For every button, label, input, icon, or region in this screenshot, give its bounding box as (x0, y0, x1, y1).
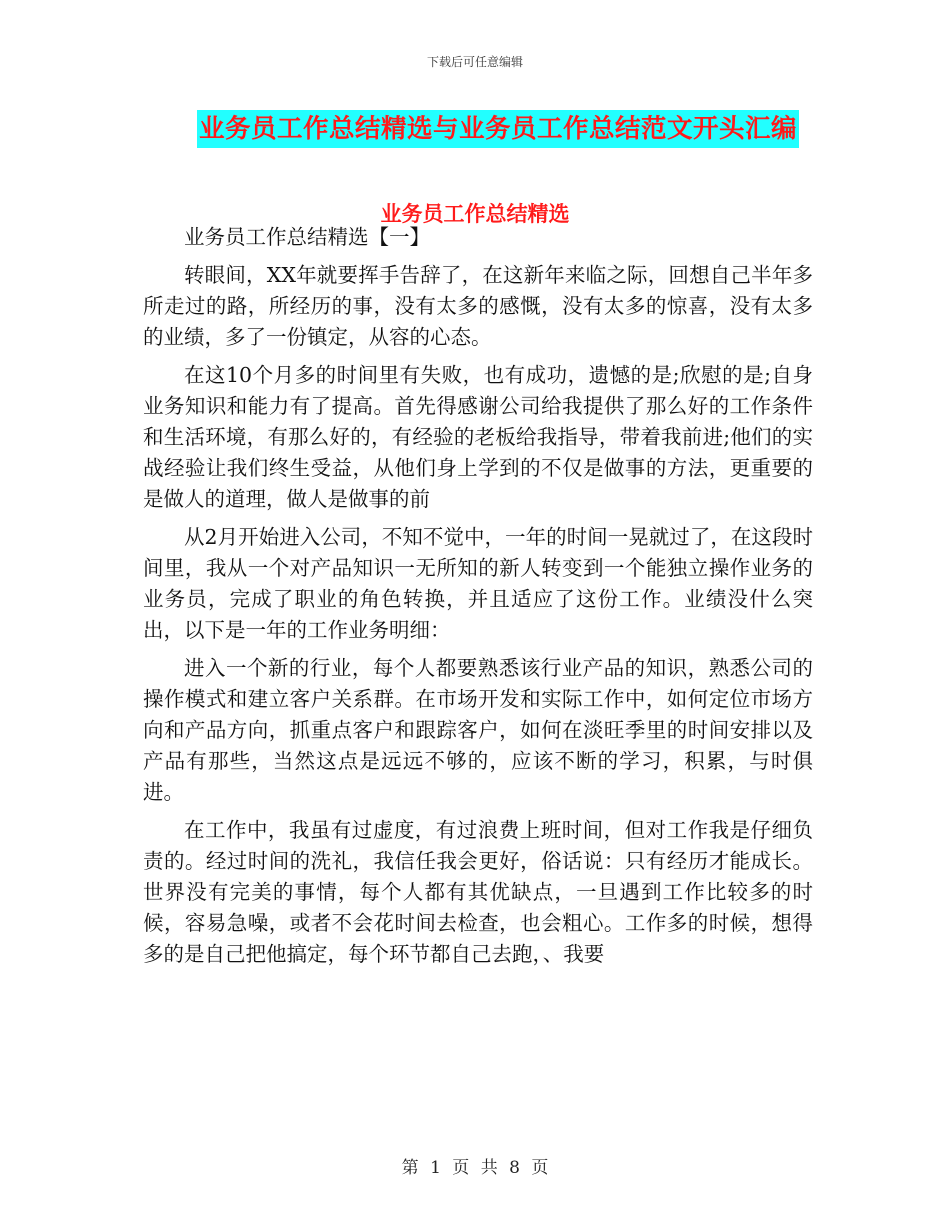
subsection-heading: 业务员工作总结精选【一】 (184, 225, 430, 249)
document-title: 业务员工作总结精选与业务员工作总结范文开头汇编 (197, 110, 799, 148)
body-paragraph: 进入一个新的行业，每个人都要熟悉该行业产品的知识，熟悉公司的操作模式和建立客户关系群。在市场开发和实际工作中，如何定位市场方向和产品方向，抓重点客户和跟踪客户，如何在淡旺季里的时间安排以及产品有那些，当然这点是远远不够的，应该不断的学习，积累，与时俱进。 (143, 656, 813, 804)
body-paragraph: 从2月开始进入公司，不知不觉中，一年的时间一晃就过了，在这段时间里，我从一个对产品知识一无所知的新人转变到一个能独立操作业务的业务员，完成了职业的角色转换，并且适应了这份工作。业绩没什么突出，以下是一年的工作业务明细： (143, 525, 813, 642)
body-paragraph: 转眼间，XX年就要挥手告辞了，在这新年来临之际，回想自己半年多所走过的路，所经历的事，没有太多的感慨，没有太多的惊喜，没有太多的业绩，多了一份镇定，从容的心态。 (143, 263, 813, 349)
document-body (143, 222, 813, 970)
header-note: 下载后可任意编辑 (426, 55, 523, 69)
body-paragraph: 在这10个月多的时间里有失败，也有成功，遗憾的是;欣慰的是;自身业务知识和能力有了提高。首先得感谢公司给我提供了那么好的工作条件和生活环境，有那么好的，有经验的老板给我指导，带着我前进;他们的实战经验让我们终生受益，从他们身上学到的不仅是做事的方法，更重要的是做人的道理，做人是做事的前 (143, 363, 813, 511)
section-title: 业务员工作总结精选 (380, 202, 570, 226)
page-footer: 第 1 页 共 8 页 (401, 1158, 549, 1178)
body-paragraph: 在工作中，我虽有过虚度，有过浪费上班时间，但对工作我是仔细负责的。经过时间的洗礼，我信任我会更好，俗话说：只有经历才能成长。世界没有完美的事情，每个人都有其优缺点，一旦遇到工作比较多的时候，容易急噪，或者不会花时间去检查，也会粗心。工作多的时候，想得多的是自己把他搞定，每个环节都自己去跑，、我要 (143, 818, 813, 966)
